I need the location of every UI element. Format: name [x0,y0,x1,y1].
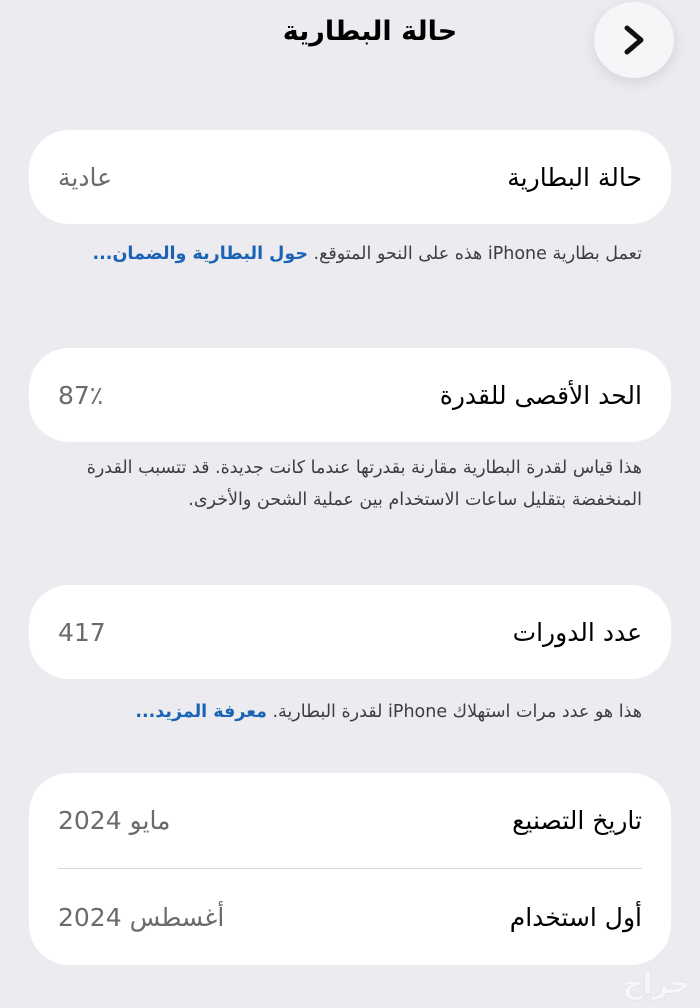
manufacture-date-row [29,773,671,868]
manufacture-date-label: تاريخ التصنيع [512,806,642,835]
battery-condition-label: حالة البطارية [507,162,642,192]
cycle-count-note-text: هذا هو عدد مرات استهلاك iPhone لقدرة البطارية. [266,702,642,722]
first-use-value: أغسطس 2024 [58,902,225,932]
manufacture-date-value: مايو 2024 [58,806,171,835]
dates-card [29,773,671,965]
first-use-label: أول استخدام [509,902,642,932]
haraj-watermark: حراج [622,967,690,1000]
battery-warranty-link[interactable]: حول البطارية والضمان... [92,244,308,264]
page-title: حالة البطارية [282,16,458,47]
battery-condition-card [29,130,671,224]
maximum-capacity-value: 87٪ [58,380,104,410]
maximum-capacity-label: الحد الأقصى للقدرة [439,380,642,410]
cycle-count-value: 417 [58,617,106,647]
cycle-count-card [29,585,671,679]
battery-condition-note [45,238,642,270]
maximum-capacity-note: هذا قياس لقدرة البطارية مقارنة بقدرتها عندما كانت جديدة. قد تتسبب القدرة المنخفضة بتقليل ساعات الاستخدام بين عملية الشحن والأخرى. [86,458,642,510]
first-use-row [29,869,671,965]
battery-condition-value: عادية [58,162,113,192]
battery-condition-note-text: تعمل بطارية iPhone هذه على النحو المتوقع. [307,244,642,264]
cycle-count-label: عدد الدورات [512,617,642,647]
cycle-count-row [29,585,671,679]
learn-more-link[interactable]: معرفة المزيد... [135,702,267,722]
maximum-capacity-row [29,348,671,442]
maximum-capacity-card [29,348,671,442]
battery-condition-row [29,130,671,224]
cycle-count-note [45,696,642,728]
